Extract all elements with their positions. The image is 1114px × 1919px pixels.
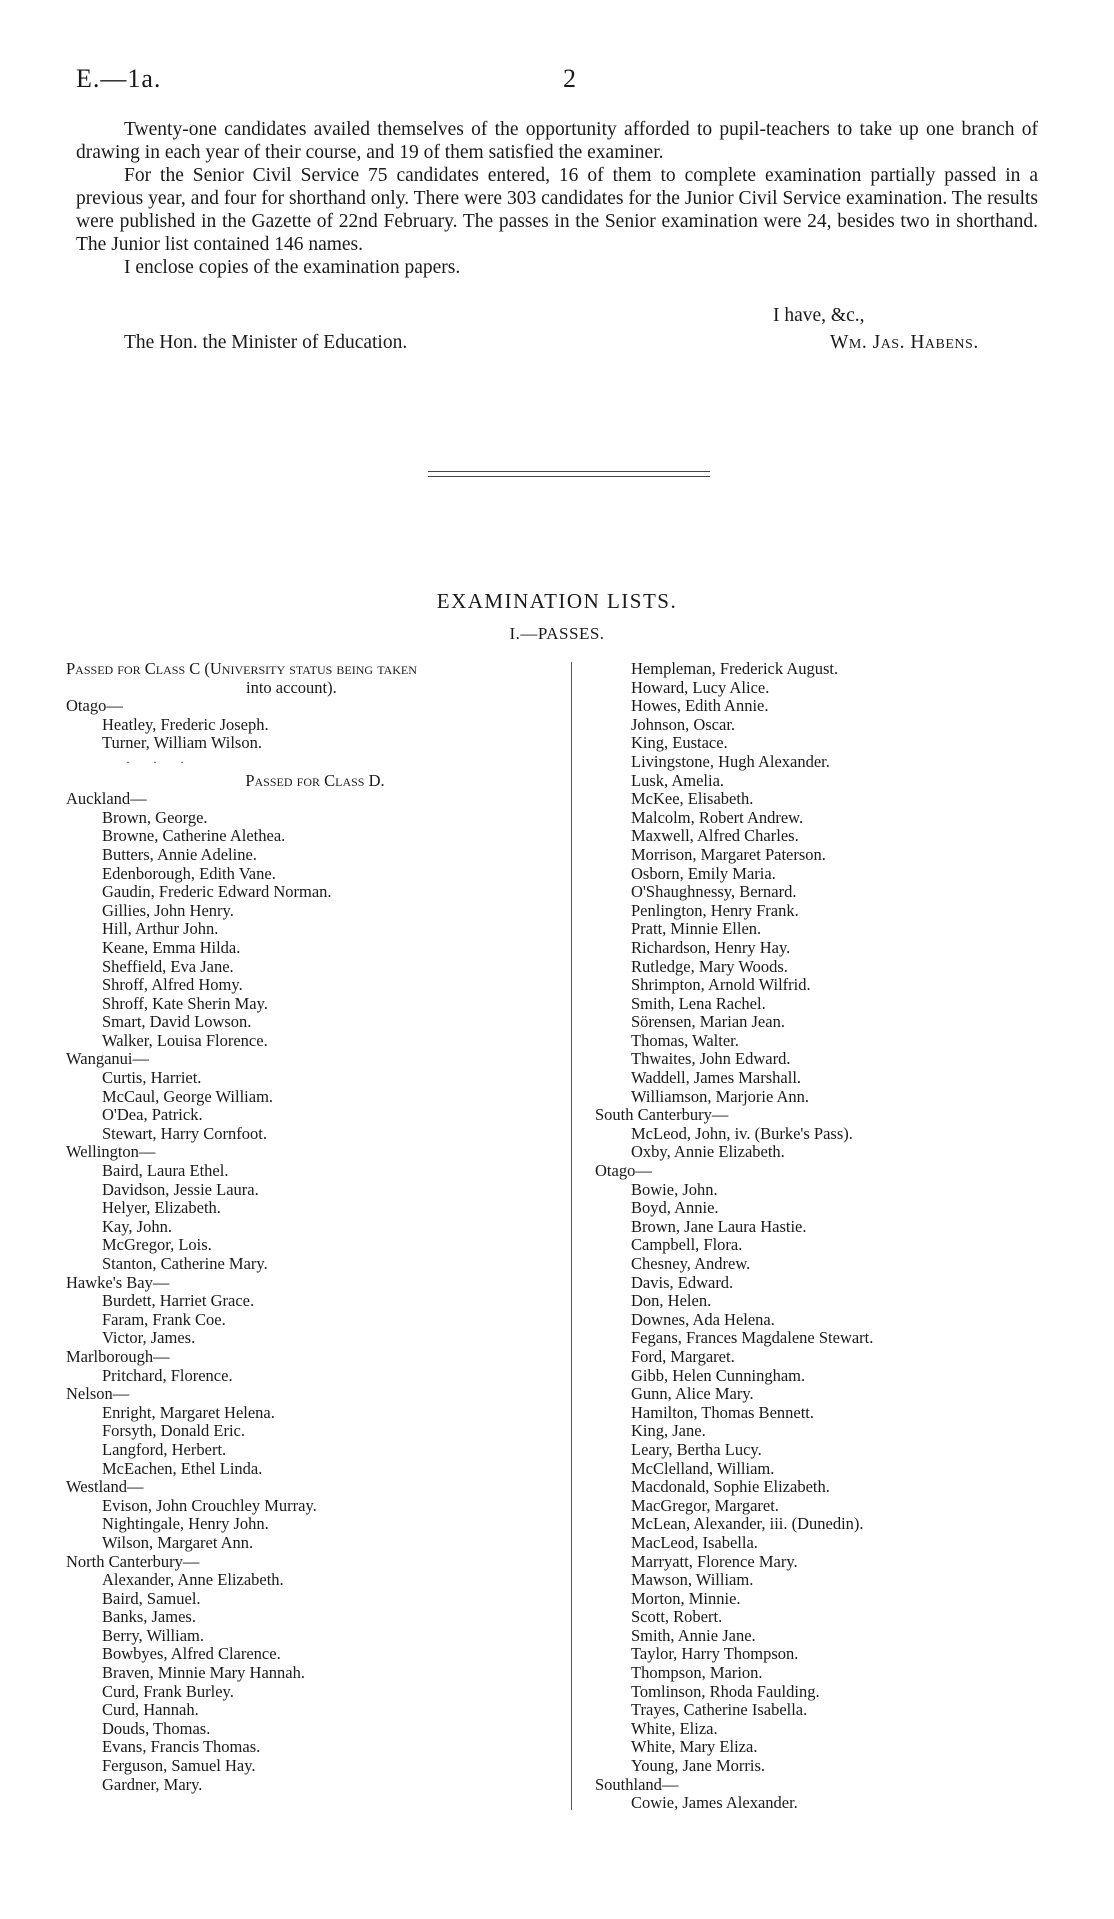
candidate-name: Pratt, Minnie Ellen. [631,919,762,939]
region-heading: Marlborough— [66,1346,170,1366]
region-heading: Westland— [66,1477,144,1497]
candidate-name: Howard, Lucy Alice. [631,677,770,697]
region-heading: Wanganui— [66,1049,149,1069]
candidate-name: Alexander, Anne Elizabeth. [102,1570,284,1590]
candidate-name: Berry, William. [102,1625,204,1645]
candidate-name: O'Shaughnessy, Bernard. [631,882,797,902]
candidate-name: O'Dea, Patrick. [102,1105,203,1125]
candidate-name: Gibb, Helen Cunningham. [631,1365,806,1385]
candidate-name: Morrison, Margaret Paterson. [631,844,826,864]
candidate-name: Evison, John Crouchley Murray. [102,1495,317,1515]
region-heading: Hawke's Bay— [66,1272,170,1292]
candidate-name: Douds, Thomas. [102,1718,211,1738]
region-heading: Otago— [595,1161,652,1181]
lists-subtitle: I.—PASSES. [509,624,605,643]
candidate-name: Campbell, Flora. [631,1235,743,1255]
candidate-name: Kay, John. [102,1216,172,1236]
candidate-name: Ferguson, Samuel Hay. [102,1756,256,1776]
candidate-name: Macdonald, Sophie Elizabeth. [631,1477,830,1497]
section-rule [428,476,710,477]
candidate-name: Ford, Margaret. [631,1346,735,1366]
candidate-name: Trayes, Catherine Isabella. [631,1700,808,1720]
lists-title: EXAMINATION LISTS. [436,589,678,613]
candidate-name: Shrimpton, Arnold Wilfrid. [631,975,811,995]
candidate-name: McLeod, John, iv. (Burke's Pass). [631,1123,853,1143]
continued-name-list [595,660,1065,1106]
candidate-name: Maxwell, Alfred Charles. [631,826,799,846]
column-divider [571,662,572,1810]
candidate-name: McCaul, George William. [102,1086,274,1106]
candidate-name: Shroff, Alfred Homy. [102,975,243,995]
candidate-name: Hill, Arthur John. [102,919,219,939]
region-heading: Wellington— [66,1142,156,1162]
candidate-name: Victor, James. [102,1328,196,1348]
candidate-name: Baird, Laura Ethel. [102,1161,229,1181]
section-rule [428,471,710,472]
candidate-name: Taylor, Harry Thompson. [631,1644,799,1664]
candidate-name: Rutledge, Mary Woods. [631,956,788,976]
candidate-name: Edenborough, Edith Vane. [102,863,276,883]
candidate-name: Burdett, Harriet Grace. [102,1291,255,1311]
candidate-name: Thwaites, John Edward. [631,1049,791,1069]
candidate-name: Keane, Emma Hilda. [102,937,241,957]
left-column [66,660,564,1794]
candidate-name: Banks, James. [102,1607,196,1627]
candidate-name: Boyd, Annie. [631,1198,719,1218]
candidate-name: Bowie, John. [631,1179,718,1199]
intro-text [76,118,1038,279]
candidate-name: Forsyth, Donald Eric. [102,1421,245,1441]
region-heading: Nelson— [66,1384,130,1404]
candidate-name: Livingstone, Hugh Alexander. [631,751,830,771]
candidate-name: Scott, Robert. [631,1607,723,1627]
candidate-name: Fegans, Frances Magdalene Stewart. [631,1328,874,1348]
candidate-name: Heatley, Frederic Joseph. [102,714,269,734]
candidate-name: Lusk, Amelia. [631,770,725,790]
candidate-name: Smart, David Lowson. [102,1012,252,1032]
class-c-heading-cont: into account). [246,677,337,697]
candidate-name: Don, Helen. [631,1291,712,1311]
region-heading: Southland— [595,1774,679,1794]
candidate-name: Sörensen, Marian Jean. [631,1012,785,1032]
candidate-name: Hempleman, Frederick August. [631,659,839,678]
candidate-name: Enright, Margaret Helena. [102,1402,275,1422]
candidate-name: Tomlinson, Rhoda Faulding. [631,1681,820,1701]
candidate-name: Davidson, Jessie Laura. [102,1179,259,1199]
candidate-name: Smith, Annie Jane. [631,1625,756,1645]
signoff-greeting: I have, &c., [773,305,865,326]
candidate-name: Chesney, Andrew. [631,1254,751,1273]
candidate-name: White, Mary Eliza. [631,1737,758,1757]
region-heading: South Canterbury— [595,1105,729,1125]
signoff-addressee: The Hon. the Minister of Education. [124,332,408,353]
candidate-name: Turner, William Wilson. [102,733,262,753]
candidate-name: McClelland, William. [631,1458,775,1478]
candidate-name: Braven, Minnie Mary Hannah. [102,1663,305,1683]
candidate-name: Richardson, Henry Hay. [631,937,791,957]
candidate-name: King, Jane. [631,1421,706,1441]
right-column [595,660,1065,1813]
candidate-name: Sheffield, Eva Jane. [102,956,234,976]
candidate-name: King, Eustace. [631,733,728,753]
candidate-name: Evans, Francis Thomas. [102,1737,261,1757]
candidate-name: Butters, Annie Adeline. [102,844,257,864]
candidate-name: Marryatt, Florence Mary. [631,1551,798,1571]
candidate-name: Gardner, Mary. [102,1774,203,1794]
candidate-name: Downes, Ada Helena. [631,1309,775,1329]
candidate-name: Gunn, Alice Mary. [631,1384,754,1404]
candidate-name: Nightingale, Henry John. [102,1514,269,1534]
candidate-name: Curtis, Harriet. [102,1068,202,1088]
candidate-name: McGregor, Lois. [102,1235,212,1255]
candidate-name: Baird, Samuel. [102,1588,201,1608]
candidate-name: Morton, Minnie. [631,1588,741,1608]
candidate-name: Walker, Louisa Florence. [102,1030,268,1050]
class-c-heading: Passed for Class C (University status being taken [66,659,417,678]
candidate-name: Thomas, Walter. [631,1030,739,1050]
candidate-name: White, Eliza. [631,1718,718,1738]
candidate-name: Stewart, Harry Cornfoot. [102,1123,267,1143]
page-number: 2 [563,64,576,93]
candidate-name: Malcolm, Robert Andrew. [631,807,804,827]
candidate-name: Oxby, Annie Elizabeth. [631,1142,785,1162]
candidate-name: Gaudin, Frederic Edward Norman. [102,882,332,902]
candidate-name: Davis, Edward. [631,1272,734,1292]
candidate-name: Leary, Bertha Lucy. [631,1439,762,1459]
class-d-heading: Passed for Class D. [245,770,385,790]
candidate-name: Curd, Frank Burley. [102,1681,234,1701]
candidate-name: Cowie, James Alexander. [631,1793,798,1813]
region-heading: North Canterbury— [66,1551,200,1571]
candidate-name: Wilson, Margaret Ann. [102,1532,254,1552]
candidate-name: Williamson, Marjorie Ann. [631,1086,810,1106]
candidate-name: Helyer, Elizabeth. [102,1198,221,1218]
candidate-name: MacGregor, Margaret. [631,1495,779,1515]
candidate-name: Hamilton, Thomas Bennett. [631,1402,815,1422]
candidate-name: Browne, Catherine Alethea. [102,826,286,846]
candidate-name: Pritchard, Florence. [102,1365,233,1385]
candidate-name: Young, Jane Morris. [631,1756,765,1776]
candidate-name: Gillies, John Henry. [102,900,234,920]
candidate-name: Osborn, Emily Maria. [631,863,776,883]
candidate-name: Johnson, Oscar. [631,714,736,734]
candidate-name: Faram, Frank Coe. [102,1309,226,1329]
intro-paragraph: For the Senior Civil Service 75 candidates entered, 16 of them to complete examination partially passed in a previous year, and four for shorthand only. There were 303 candidates for the Junior Civil Service examination. The results were published in the Gazette of 22nd February. The passes in the Senior examination were 24, besides two in shorthand. The Junior list contained 146 names. [76,165,1038,255]
intro-paragraph: I enclose copies of the examination papers. [124,257,461,278]
signoff-signature: Wm. Jas. Habens. [830,332,979,353]
right-region-list [595,1106,1065,1813]
separator-dots: · · · [126,754,194,769]
candidate-name: Bowbyes, Alfred Clarence. [102,1644,281,1664]
candidate-name: McLean, Alexander, iii. (Dunedin). [631,1514,864,1534]
candidate-name: McKee, Elisabeth. [631,789,754,809]
candidate-name: Curd, Hannah. [102,1700,199,1720]
candidate-name: Smith, Lena Rachel. [631,993,766,1013]
region-heading: Auckland— [66,789,147,809]
candidate-name: Penlington, Henry Frank. [631,900,799,920]
intro-paragraph: Twenty-one candidates availed themselves of the opportunity afforded to pupil-teachers to take up one branch of drawing in each year of their course, and 19 of them satisfied the examiner. [76,119,1038,163]
candidate-name: Mawson, William. [631,1570,754,1590]
candidate-name: Brown, Jane Laura Hastie. [631,1216,807,1236]
document-reference: E.—1a. [76,64,162,93]
candidate-name: Stanton, Catherine Mary. [102,1254,268,1273]
candidate-name: Waddell, James Marshall. [631,1068,802,1088]
candidate-name: MacLeod, Isabella. [631,1532,758,1552]
candidate-name: Howes, Edith Annie. [631,696,769,716]
candidate-name: Langford, Herbert. [102,1439,227,1459]
candidate-name: Shroff, Kate Sherin May. [102,993,268,1013]
left-region-list [66,790,564,1794]
candidate-name: Thompson, Marion. [631,1663,763,1683]
region-heading: Otago— [66,696,123,716]
candidate-name: Brown, George. [102,807,208,827]
candidate-name: McEachen, Ethel Linda. [102,1458,263,1478]
